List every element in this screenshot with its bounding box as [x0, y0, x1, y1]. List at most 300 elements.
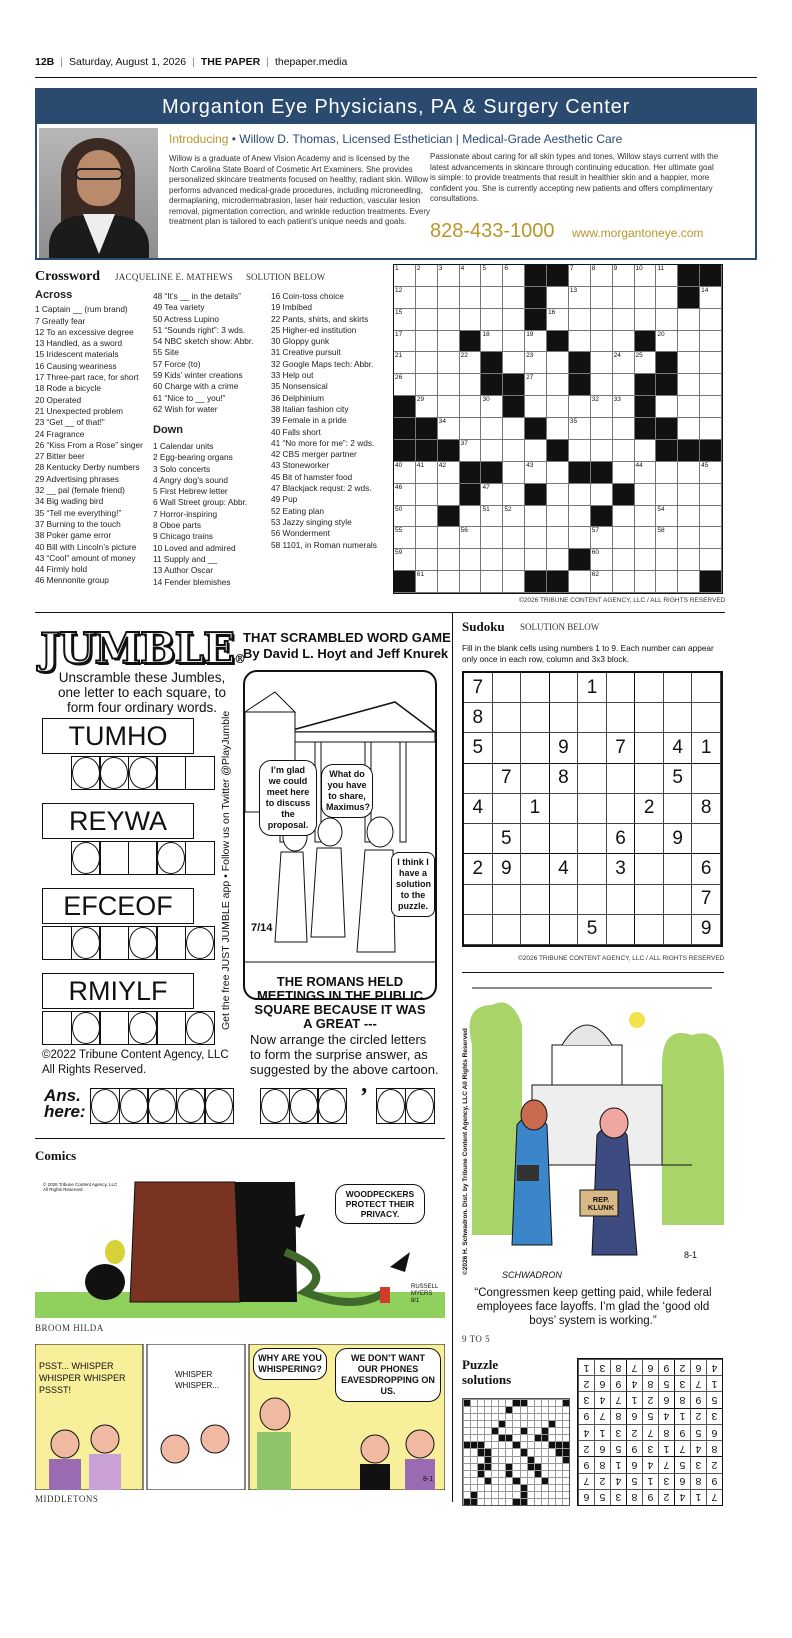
- crossword-cell[interactable]: [613, 462, 635, 484]
- crossword-cell[interactable]: [700, 287, 722, 309]
- crossword-cell[interactable]: [678, 331, 700, 353]
- crossword-cell[interactable]: [394, 352, 416, 374]
- sudoku-cell[interactable]: [521, 854, 550, 884]
- clue-number: 20: [657, 330, 665, 338]
- sudoku-cell[interactable]: [464, 764, 493, 794]
- crossword-cell[interactable]: [481, 484, 503, 506]
- sudoku-cell[interactable]: [521, 915, 550, 945]
- crossword-cell[interactable]: [460, 374, 482, 396]
- crossword-cell[interactable]: [416, 374, 438, 396]
- sudoku-cell[interactable]: [635, 824, 664, 854]
- crossword-cell[interactable]: [635, 527, 657, 549]
- crossword-cell[interactable]: [416, 484, 438, 506]
- crossword-cell[interactable]: [700, 309, 722, 331]
- solution-cell: [562, 1498, 569, 1505]
- jumble-answer-circles[interactable]: [376, 1088, 433, 1124]
- crossword-cell[interactable]: [700, 549, 722, 571]
- crossword-cell[interactable]: [525, 331, 547, 353]
- crossword-cell[interactable]: [525, 506, 547, 528]
- crossword-cell[interactable]: [700, 396, 722, 418]
- clue-number: 56: [460, 527, 468, 535]
- sudoku-cell[interactable]: [692, 764, 721, 794]
- crossword-cell[interactable]: [438, 549, 460, 571]
- crossword-cell[interactable]: [416, 571, 438, 593]
- crossword-cell[interactable]: [438, 287, 460, 309]
- crossword-cell[interactable]: [416, 331, 438, 353]
- crossword-cell[interactable]: [481, 396, 503, 418]
- crossword-cell[interactable]: [525, 396, 547, 418]
- crossword-cell[interactable]: [394, 462, 416, 484]
- sudoku-cell[interactable]: [521, 885, 550, 915]
- crossword-cell[interactable]: [635, 571, 657, 593]
- clue-item: 12 To an excessive degree: [35, 326, 134, 337]
- crossword-cell[interactable]: [547, 352, 569, 374]
- crossword-cell[interactable]: [481, 440, 503, 462]
- sudoku-cell: 5: [610, 1440, 626, 1456]
- solution-cell: [548, 1434, 555, 1441]
- crossword-cell[interactable]: [416, 265, 438, 287]
- crossword-cell[interactable]: [547, 287, 569, 309]
- sudoku-cell: 9: [550, 733, 579, 763]
- crossword-cell[interactable]: [503, 352, 525, 374]
- clue-item: 44 Firmly hold: [35, 564, 88, 575]
- crossword-cell[interactable]: [547, 527, 569, 549]
- sudoku-cell[interactable]: [521, 673, 550, 703]
- crossword-cell[interactable]: [416, 549, 438, 571]
- crossword-cell[interactable]: [394, 331, 416, 353]
- jumble-answer-boxes[interactable]: [42, 926, 213, 960]
- crossword-cell[interactable]: [678, 549, 700, 571]
- crossword-cell[interactable]: [591, 484, 613, 506]
- crossword-cell[interactable]: [394, 549, 416, 571]
- crossword-cell[interactable]: [591, 352, 613, 374]
- crossword-cell[interactable]: [613, 396, 635, 418]
- crossword-cell[interactable]: [525, 462, 547, 484]
- crossword-cell[interactable]: [460, 287, 482, 309]
- crossword-cell[interactable]: [547, 549, 569, 571]
- solutions-title: Puzzle solutions: [462, 1357, 512, 1387]
- crossword-cell[interactable]: [700, 418, 722, 440]
- advertisement[interactable]: [35, 88, 757, 260]
- crossword-cell[interactable]: [547, 484, 569, 506]
- crossword-cell[interactable]: [547, 506, 569, 528]
- crossword-cell[interactable]: [547, 418, 569, 440]
- crossword-cell[interactable]: [394, 265, 416, 287]
- crossword-cell[interactable]: [700, 331, 722, 353]
- crossword-cell[interactable]: [678, 418, 700, 440]
- crossword-cell[interactable]: [591, 440, 613, 462]
- sudoku-cell[interactable]: [464, 885, 493, 915]
- sudoku-cell: 5: [464, 733, 493, 763]
- sudoku-cell[interactable]: [692, 673, 721, 703]
- crossword-cell[interactable]: [394, 287, 416, 309]
- crossword-cell[interactable]: [394, 484, 416, 506]
- black-square: [525, 418, 547, 440]
- solution-cell: [463, 1484, 470, 1491]
- crossword-cell[interactable]: [481, 418, 503, 440]
- crossword-cell[interactable]: [678, 571, 700, 593]
- crossword-cell[interactable]: [591, 265, 613, 287]
- crossword-cell[interactable]: [569, 440, 591, 462]
- sudoku-cell[interactable]: [550, 794, 579, 824]
- crossword-cell[interactable]: [460, 309, 482, 331]
- sudoku-cell[interactable]: [664, 915, 693, 945]
- crossword-cell[interactable]: [678, 352, 700, 374]
- crossword-cell[interactable]: [700, 527, 722, 549]
- crossword-cell[interactable]: [591, 527, 613, 549]
- crossword-cell[interactable]: [678, 396, 700, 418]
- sudoku-cell[interactable]: [578, 764, 607, 794]
- cartoon-sign: REP. KLUNK: [587, 1195, 615, 1212]
- jumble-heading: [243, 630, 451, 662]
- crossword-cell[interactable]: [656, 287, 678, 309]
- crossword-cell[interactable]: [635, 440, 657, 462]
- crossword-cell[interactable]: [416, 506, 438, 528]
- crossword-cell[interactable]: [678, 374, 700, 396]
- crossword-cell[interactable]: [591, 396, 613, 418]
- crossword-cell[interactable]: [656, 309, 678, 331]
- crossword-cell[interactable]: [416, 396, 438, 418]
- crossword-cell[interactable]: [591, 287, 613, 309]
- crossword-cell[interactable]: [503, 484, 525, 506]
- crossword-cell[interactable]: [481, 287, 503, 309]
- sudoku-cell[interactable]: [635, 915, 664, 945]
- crossword-cell[interactable]: [656, 484, 678, 506]
- sudoku-cell[interactable]: [607, 915, 636, 945]
- clue-item: 34 Big wading bird: [35, 496, 104, 507]
- crossword-cell[interactable]: [394, 506, 416, 528]
- crossword-cell[interactable]: [591, 571, 613, 593]
- jumble-answer-boxes[interactable]: [42, 756, 213, 790]
- sudoku-cell: 7: [706, 1489, 722, 1505]
- crossword-cell[interactable]: [613, 352, 635, 374]
- crossword-cell[interactable]: [438, 309, 460, 331]
- crossword-cell[interactable]: [438, 374, 460, 396]
- jumble-byline: By David L. Hoyt and Jeff Knurek: [243, 646, 449, 661]
- sudoku-cell[interactable]: [578, 885, 607, 915]
- solution-cell: [541, 1456, 548, 1463]
- crossword-cell[interactable]: [394, 374, 416, 396]
- sudoku-cell[interactable]: [607, 764, 636, 794]
- crossword-cell[interactable]: [460, 265, 482, 287]
- crossword-cell[interactable]: [569, 287, 591, 309]
- crossword-cell[interactable]: [503, 571, 525, 593]
- sudoku-cell[interactable]: [635, 764, 664, 794]
- sudoku-cell[interactable]: [521, 764, 550, 794]
- crossword-cell[interactable]: [438, 571, 460, 593]
- sudoku-cell[interactable]: [521, 703, 550, 733]
- crossword-cell[interactable]: [569, 331, 591, 353]
- crossword-cell[interactable]: [613, 418, 635, 440]
- crossword-cell[interactable]: [481, 549, 503, 571]
- sudoku-cell[interactable]: [550, 915, 579, 945]
- crossword-cell[interactable]: [700, 352, 722, 374]
- crossword-cell[interactable]: [438, 352, 460, 374]
- clue-number: 5: [482, 265, 487, 272]
- sudoku-cell[interactable]: [521, 824, 550, 854]
- sudoku-cell[interactable]: [635, 733, 664, 763]
- middletons-panel1-text: PSST... WHISPER WHISPER WHISPER PSSST!: [39, 1361, 126, 1395]
- sudoku-cell: 1: [692, 733, 721, 763]
- across-clues-continued: [153, 291, 271, 415]
- crossword-cell[interactable]: [569, 484, 591, 506]
- sudoku-cell: 2: [706, 1456, 722, 1472]
- crossword-cell[interactable]: [613, 309, 635, 331]
- crossword-cell[interactable]: [481, 571, 503, 593]
- sudoku-cell[interactable]: [493, 733, 522, 763]
- sudoku-grid[interactable]: [462, 671, 723, 947]
- crossword-cell[interactable]: [700, 374, 722, 396]
- crossword-cell[interactable]: [416, 527, 438, 549]
- crossword-cell[interactable]: [438, 331, 460, 353]
- crossword-cell[interactable]: [635, 352, 657, 374]
- crossword-cell[interactable]: [525, 527, 547, 549]
- crossword-cell[interactable]: [569, 396, 591, 418]
- sudoku-cell[interactable]: [607, 885, 636, 915]
- sudoku-cell[interactable]: [578, 854, 607, 884]
- crossword-cell[interactable]: [481, 331, 503, 353]
- crossword-cell[interactable]: [569, 571, 591, 593]
- solution-cell: [491, 1456, 498, 1463]
- crossword-cell[interactable]: [635, 484, 657, 506]
- solution-cell: [555, 1420, 562, 1427]
- black-square: [541, 1434, 548, 1441]
- crossword-cell[interactable]: [656, 506, 678, 528]
- sudoku-cell: 5: [642, 1408, 658, 1424]
- crossword-cell[interactable]: [438, 418, 460, 440]
- clue-number: 6: [504, 265, 508, 272]
- crossword-cell[interactable]: [481, 309, 503, 331]
- solution-cell: [527, 1420, 534, 1427]
- crossword-cell[interactable]: [460, 418, 482, 440]
- crossword-cell[interactable]: [503, 309, 525, 331]
- clue-number: 7: [569, 265, 574, 272]
- solution-cell: [505, 1399, 512, 1406]
- crossword-cell[interactable]: [613, 506, 635, 528]
- crossword-cell[interactable]: [569, 265, 591, 287]
- crossword-cell[interactable]: [656, 571, 678, 593]
- sudoku-cell[interactable]: [493, 703, 522, 733]
- sudoku-cell[interactable]: [578, 733, 607, 763]
- sudoku-cell[interactable]: [635, 703, 664, 733]
- crossword-cell[interactable]: [613, 374, 635, 396]
- sudoku-cell[interactable]: [464, 915, 493, 945]
- crossword-cell[interactable]: [460, 549, 482, 571]
- crossword-cell[interactable]: [635, 309, 657, 331]
- solution-cell: [498, 1484, 505, 1491]
- sudoku-cell[interactable]: [493, 673, 522, 703]
- sudoku-cell[interactable]: [521, 733, 550, 763]
- jumble-answer-boxes[interactable]: [42, 1011, 213, 1045]
- crossword-cell[interactable]: [569, 309, 591, 331]
- crossword-cell[interactable]: [635, 549, 657, 571]
- crossword-cell[interactable]: [503, 527, 525, 549]
- crossword-cell[interactable]: [394, 309, 416, 331]
- crossword-cell[interactable]: [613, 331, 635, 353]
- crossword-cell[interactable]: [481, 506, 503, 528]
- black-square: [520, 1484, 527, 1491]
- crossword-cell[interactable]: [438, 396, 460, 418]
- sudoku-cell[interactable]: [664, 885, 693, 915]
- crossword-cell[interactable]: [460, 506, 482, 528]
- clue-item: 19 Imbibed: [271, 302, 313, 313]
- sudoku-cell: 1: [610, 1456, 626, 1472]
- solution-cell: [512, 1491, 519, 1498]
- crossword-cell[interactable]: [525, 352, 547, 374]
- clue-item: 15 Iridescent materials: [35, 349, 119, 360]
- crossword-cell[interactable]: [678, 527, 700, 549]
- sudoku-cell[interactable]: [692, 703, 721, 733]
- crossword-cell[interactable]: [700, 462, 722, 484]
- crossword-cell[interactable]: [525, 549, 547, 571]
- sudoku-cell[interactable]: [578, 794, 607, 824]
- sudoku-cell: 2: [635, 794, 664, 824]
- sudoku-cell[interactable]: [550, 824, 579, 854]
- crossword-cell[interactable]: [438, 462, 460, 484]
- crossword-cell[interactable]: [613, 440, 635, 462]
- jumble-answer-circles[interactable]: [260, 1088, 346, 1124]
- crossword-cell[interactable]: [635, 265, 657, 287]
- crossword-cell[interactable]: [547, 396, 569, 418]
- crossword-cell[interactable]: [569, 506, 591, 528]
- crossword-cell[interactable]: [547, 462, 569, 484]
- sudoku-cell[interactable]: [550, 673, 579, 703]
- crossword-cell[interactable]: [460, 396, 482, 418]
- crossword-cell[interactable]: [656, 527, 678, 549]
- crossword-cell[interactable]: [656, 549, 678, 571]
- ad-phone[interactable]: 828-433-1000: [430, 220, 555, 242]
- sudoku-cell[interactable]: [464, 824, 493, 854]
- sudoku-cell[interactable]: [664, 854, 693, 884]
- black-square: [463, 1441, 470, 1448]
- crossword-cell[interactable]: [656, 462, 678, 484]
- sudoku-cell[interactable]: [692, 824, 721, 854]
- crossword-cell[interactable]: [613, 527, 635, 549]
- crossword-cell[interactable]: [460, 440, 482, 462]
- crossword-cell[interactable]: [591, 374, 613, 396]
- crossword-cell[interactable]: [438, 265, 460, 287]
- solution-cell: [548, 1463, 555, 1470]
- crossword-cell[interactable]: [656, 396, 678, 418]
- crossword-cell[interactable]: [460, 527, 482, 549]
- crossword-cell[interactable]: [678, 309, 700, 331]
- clue-number: 54: [657, 505, 665, 513]
- site-link[interactable]: thepaper.media: [274, 56, 348, 68]
- crossword-cell[interactable]: [481, 527, 503, 549]
- crossword-cell[interactable]: [460, 571, 482, 593]
- sudoku-cell[interactable]: [607, 703, 636, 733]
- sudoku-cell[interactable]: [550, 885, 579, 915]
- crossword-cell[interactable]: [591, 309, 613, 331]
- sudoku-cell[interactable]: [664, 673, 693, 703]
- sudoku-cell[interactable]: [635, 673, 664, 703]
- crossword-cell[interactable]: [503, 440, 525, 462]
- jumble-speech-bubble: I think I have a solution to the puzzle.: [391, 852, 435, 917]
- sudoku-cell[interactable]: [493, 885, 522, 915]
- crossword-cell[interactable]: [569, 527, 591, 549]
- crossword-cell[interactable]: [678, 462, 700, 484]
- crossword-cell[interactable]: [503, 549, 525, 571]
- solution-cell: [555, 1413, 562, 1420]
- sudoku-cell[interactable]: [664, 794, 693, 824]
- sudoku-solution-grid: [577, 1358, 723, 1506]
- crossword-grid[interactable]: [393, 264, 723, 594]
- crossword-cell[interactable]: [569, 418, 591, 440]
- crossword-cell[interactable]: [591, 331, 613, 353]
- crossword-cell[interactable]: [503, 331, 525, 353]
- crossword-cell[interactable]: [503, 462, 525, 484]
- sudoku-cell: 9: [690, 1391, 706, 1407]
- crossword-cell[interactable]: [525, 440, 547, 462]
- clue-list: [153, 441, 271, 588]
- crossword-cell[interactable]: [656, 265, 678, 287]
- crossword-cell[interactable]: [481, 265, 503, 287]
- ad-website[interactable]: www.morgantoneye.com: [572, 226, 704, 240]
- solution-cell: [534, 1477, 541, 1484]
- crossword-cell[interactable]: [503, 418, 525, 440]
- crossword-cell[interactable]: [416, 352, 438, 374]
- jumble-answer-boxes[interactable]: [42, 841, 213, 875]
- crossword-cell[interactable]: [678, 484, 700, 506]
- crossword-cell[interactable]: [700, 484, 722, 506]
- sudoku-cell[interactable]: [607, 794, 636, 824]
- solution-cell: [477, 1406, 484, 1413]
- sudoku-cell[interactable]: [635, 854, 664, 884]
- crossword-cell[interactable]: [635, 287, 657, 309]
- crossword-cell[interactable]: [503, 265, 525, 287]
- crossword-cell[interactable]: [613, 287, 635, 309]
- sudoku-cell[interactable]: [607, 673, 636, 703]
- crossword-cell[interactable]: [656, 331, 678, 353]
- broom-hilda-strip: [35, 1172, 445, 1318]
- crossword-cell[interactable]: [547, 374, 569, 396]
- crossword-cell[interactable]: [394, 527, 416, 549]
- crossword-cell[interactable]: [678, 506, 700, 528]
- crossword-cell[interactable]: [503, 506, 525, 528]
- crossword-cell[interactable]: [438, 527, 460, 549]
- crossword-cell[interactable]: [613, 549, 635, 571]
- crossword-cell[interactable]: [547, 309, 569, 331]
- crossword-cell[interactable]: [416, 462, 438, 484]
- crossword-solution-note: SOLUTION BELOW: [246, 272, 326, 282]
- crossword-cell[interactable]: [503, 287, 525, 309]
- crossword-cell[interactable]: [591, 549, 613, 571]
- jumble-answer-circles[interactable]: [90, 1088, 233, 1124]
- crossword-cell[interactable]: [416, 309, 438, 331]
- crossword-cell[interactable]: [635, 462, 657, 484]
- crossword-cell[interactable]: [700, 506, 722, 528]
- sudoku-cell[interactable]: [493, 794, 522, 824]
- solution-cell: [477, 1491, 484, 1498]
- crossword-cell[interactable]: [416, 287, 438, 309]
- sudoku-cell[interactable]: [635, 885, 664, 915]
- crossword-cell[interactable]: [591, 418, 613, 440]
- crossword-cell[interactable]: [438, 484, 460, 506]
- crossword-cell[interactable]: [460, 352, 482, 374]
- sudoku-cell[interactable]: [578, 824, 607, 854]
- crossword-cell[interactable]: [613, 571, 635, 593]
- crossword-cell[interactable]: [635, 506, 657, 528]
- sudoku-cell[interactable]: [493, 915, 522, 945]
- sudoku-cell[interactable]: [550, 703, 579, 733]
- sudoku-cell[interactable]: [578, 703, 607, 733]
- sudoku-cell: 7: [642, 1424, 658, 1440]
- sudoku-cell[interactable]: [664, 703, 693, 733]
- solution-cell: [470, 1470, 477, 1477]
- crossword-cell[interactable]: [613, 265, 635, 287]
- sudoku-cell: 8: [658, 1424, 674, 1440]
- crossword-cell[interactable]: [525, 374, 547, 396]
